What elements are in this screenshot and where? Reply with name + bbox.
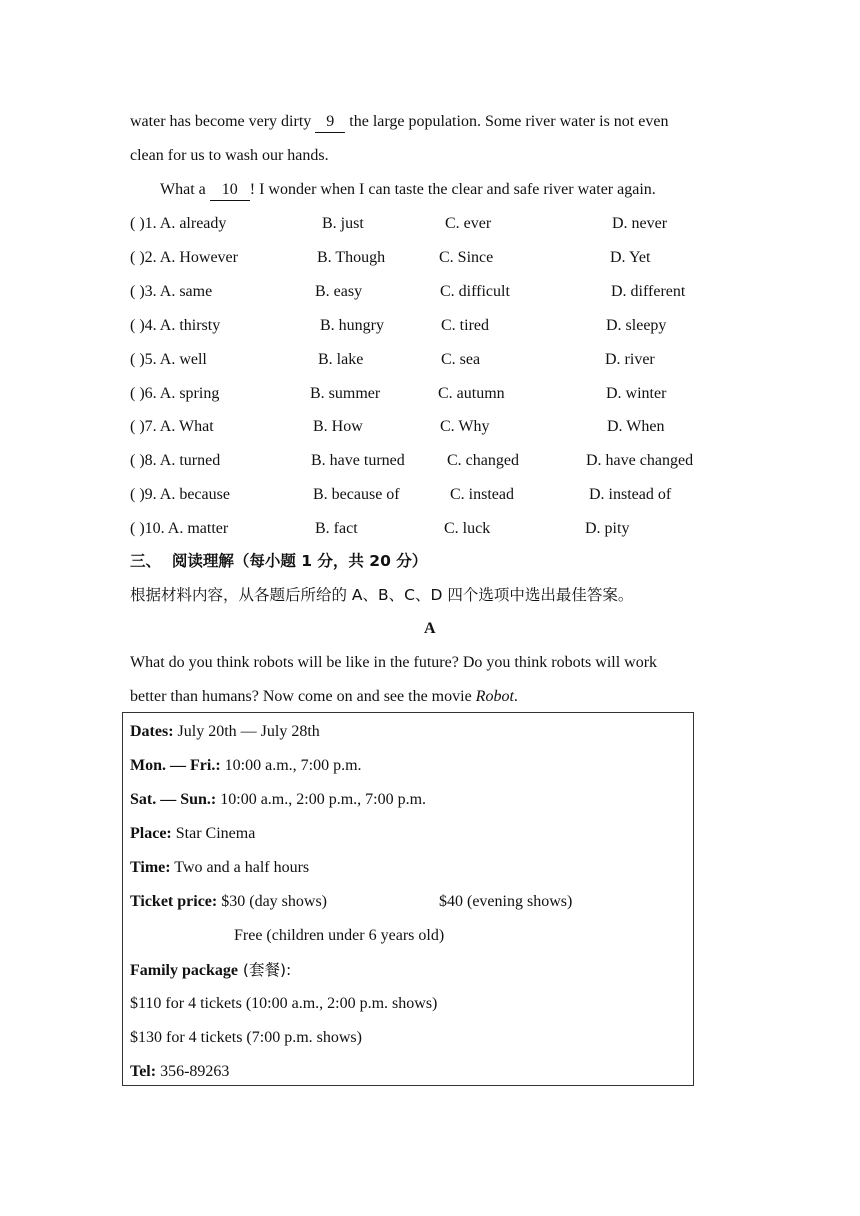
blank-10: 10 <box>210 180 250 201</box>
question-option-a: ( )4. A. thirsty <box>130 317 221 334</box>
question-option-b: B. because of <box>313 486 400 503</box>
question-option-c: C. tired <box>441 317 489 334</box>
movie-title: Robot <box>475 688 514 705</box>
question-option-a: ( )1. A. already <box>130 215 227 232</box>
ad-family-option-2: $130 for 4 tickets (7:00 p.m. shows) <box>130 1029 362 1046</box>
ad-label: Family package <box>130 962 238 979</box>
question-option-c: C. Why <box>440 418 490 435</box>
question-option-a: ( )6. A. spring <box>130 385 220 402</box>
question-option-d: D. pity <box>585 520 630 537</box>
question-option-d: D. different <box>611 283 686 300</box>
passage-text: ! I wonder when I can taste the clear and safe river water again. <box>249 181 656 198</box>
ad-label: Dates: <box>130 723 174 740</box>
question-option-d: D. have changed <box>586 452 694 469</box>
passage-text: the large population. Some river water is not even <box>345 113 669 130</box>
intro-text: . <box>513 688 518 705</box>
question-option-d: D. river <box>605 351 655 368</box>
ad-price <box>130 892 327 912</box>
question-option-c: C. difficult <box>440 283 510 300</box>
ad-price-free: Free (children under 6 years old) <box>234 927 445 944</box>
section-instruction: 根据材料内容，从各题后所给的 A、B、C、D 四个选项中选出最佳答案。 <box>130 586 634 604</box>
ad-value: (套餐): <box>238 961 292 979</box>
question-option-a: ( )10. A. matter <box>130 520 229 537</box>
section-number: 三、 <box>130 552 162 570</box>
blank-9: 9 <box>315 112 345 133</box>
ad-place <box>130 824 255 844</box>
ad-price-evening: $40 (evening shows) <box>439 893 573 910</box>
question-option-a: ( )3. A. same <box>130 283 213 300</box>
ad-weekday-times <box>130 756 362 776</box>
question-option-d: D. sleepy <box>606 317 667 334</box>
question-option-d: D. When <box>607 418 665 435</box>
ad-tel <box>130 1062 229 1082</box>
passage-text: What a <box>160 181 210 198</box>
question-option-a: ( )5. A. well <box>130 351 207 368</box>
question-option-b: B. have turned <box>311 452 405 469</box>
question-option-d: D. never <box>612 215 668 232</box>
question-option-b: B. How <box>313 418 363 435</box>
passage-line-3 <box>160 180 656 201</box>
question-option-a: ( )8. A. turned <box>130 452 221 469</box>
section-heading <box>130 551 427 571</box>
question-option-b: B. summer <box>310 385 381 402</box>
ad-value: July 20th — July 28th <box>173 723 320 740</box>
question-option-c: C. autumn <box>438 385 505 402</box>
part-label: A <box>424 620 436 637</box>
question-option-b: B. lake <box>318 351 364 368</box>
question-option-c: C. ever <box>445 215 492 232</box>
question-option-d: D. winter <box>606 385 667 402</box>
section-title: 阅读理解（每小题 1 分，共 20 分） <box>171 552 428 570</box>
ad-value: 356-89263 <box>156 1063 230 1080</box>
question-option-c: C. luck <box>444 520 491 537</box>
ad-value: Two and a half hours <box>170 859 310 876</box>
ad-label: Ticket price: <box>130 893 218 910</box>
ad-value: $30 (day shows) <box>217 893 327 910</box>
ad-weekend-times <box>130 790 426 810</box>
ad-label: Tel: <box>130 1063 157 1080</box>
ad-label: Place: <box>130 825 172 842</box>
ad-value: 10:00 a.m., 2:00 p.m., 7:00 p.m. <box>216 791 427 808</box>
intro-line-1: What do you think robots will be like in the future? Do you think robots will work <box>130 654 658 671</box>
passage-line-2: clean for us to wash our hands. <box>130 147 329 164</box>
question-option-c: C. sea <box>441 351 481 368</box>
movie-ad-box <box>122 712 694 1086</box>
intro-line-2 <box>130 687 518 707</box>
ad-family-package <box>130 960 291 981</box>
question-option-b: B. hungry <box>320 317 384 334</box>
question-option-a: ( )2. A. However <box>130 249 238 266</box>
question-option-b: B. fact <box>315 520 358 537</box>
ad-value: 10:00 a.m., 7:00 p.m. <box>220 757 362 774</box>
question-option-c: C. instead <box>450 486 514 503</box>
question-option-a: ( )9. A. because <box>130 486 230 503</box>
ad-value: Star Cinema <box>171 825 256 842</box>
question-option-d: D. Yet <box>610 249 651 266</box>
question-option-a: ( )7. A. What <box>130 418 214 435</box>
intro-text: better than humans? Now come on and see the movie <box>130 688 476 705</box>
question-option-c: C. Since <box>439 249 494 266</box>
question-option-b: B. Though <box>317 249 386 266</box>
ad-label: Sat. — Sun.: <box>130 791 217 808</box>
ad-time <box>130 858 309 878</box>
ad-dates <box>130 722 320 742</box>
passage-line-1 <box>130 112 668 133</box>
ad-family-option-1: $110 for 4 tickets (10:00 a.m., 2:00 p.m. shows) <box>130 995 438 1012</box>
ad-label: Mon. — Fri.: <box>130 757 221 774</box>
question-option-b: B. just <box>322 215 364 232</box>
ad-label: Time: <box>130 859 171 876</box>
question-option-b: B. easy <box>315 283 363 300</box>
question-option-d: D. instead of <box>589 486 672 503</box>
passage-text: water has become very dirty <box>130 113 316 130</box>
question-option-c: C. changed <box>447 452 519 469</box>
